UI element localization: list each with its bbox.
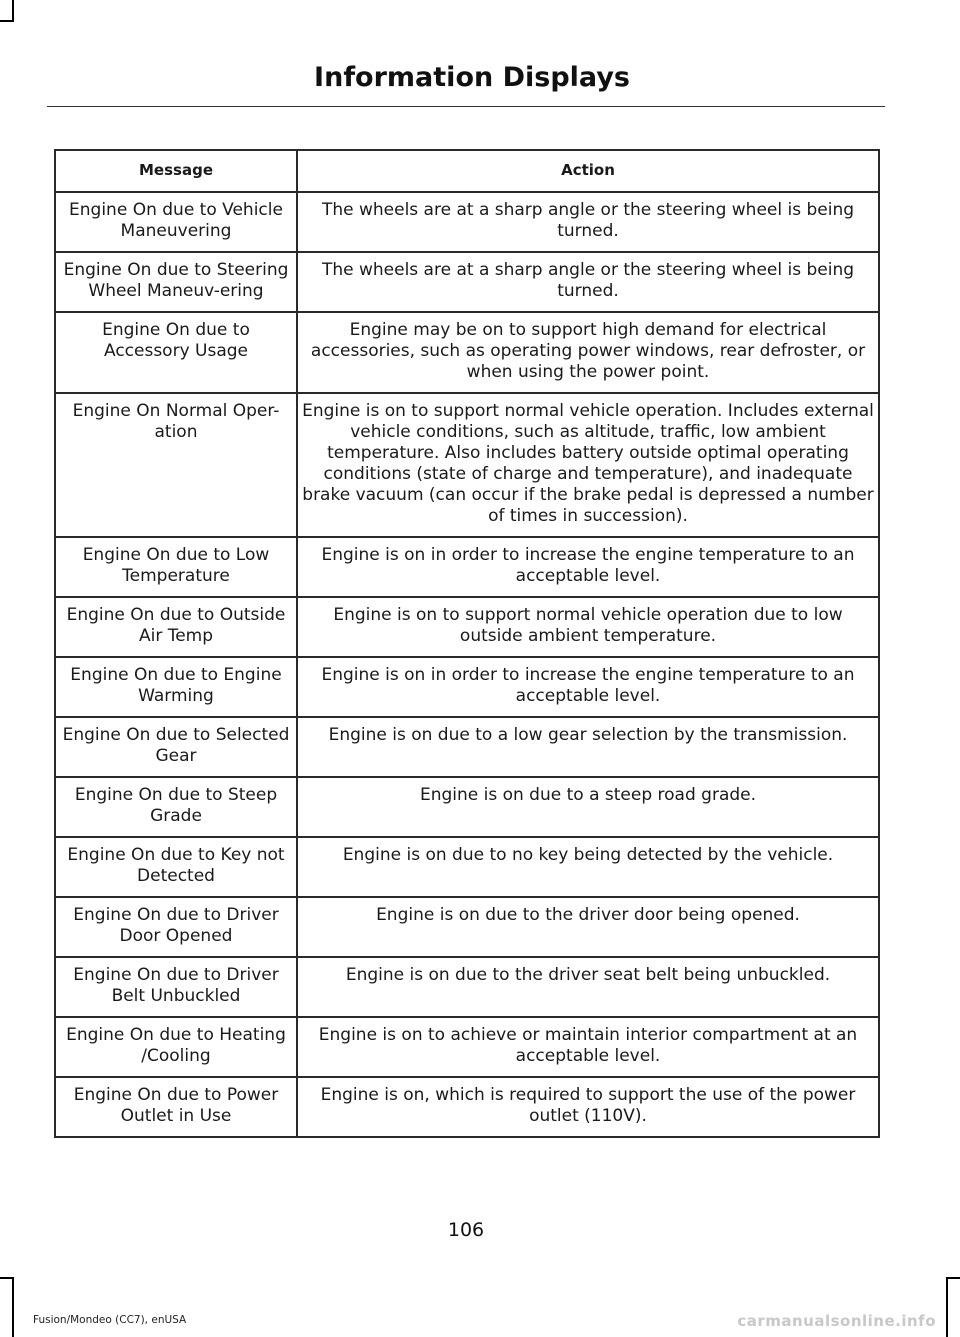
action-cell: Engine is on to support normal vehicle operation. Includes external vehicle conditions, such as altitude, traffic, low ambient temperature. Also includes battery outside optimal operating conditions (state of charge and temperature), and inadequate brake vacuum (can occur if the brake pedal is depressed a number of times in succession). — [297, 393, 879, 537]
message-cell: Engine On due to Selected Gear — [55, 717, 297, 777]
table-row — [55, 717, 879, 777]
message-cell: Engine On due to Key not Detected — [55, 837, 297, 897]
crop-mark — [946, 1277, 960, 1279]
action-cell: The wheels are at a sharp angle or the steering wheel is being turned. — [297, 252, 879, 312]
message-cell: Engine On due to Steering Wheel Maneuv-ering — [55, 252, 297, 312]
crop-mark — [12, 0, 14, 20]
header-divider — [47, 106, 885, 107]
message-cell: Engine On due to Vehicle Maneuvering — [55, 192, 297, 252]
table-row — [55, 837, 879, 897]
page-title: Information Displays — [314, 62, 630, 93]
action-cell: Engine is on, which is required to support the use of the power outlet (110V). — [297, 1077, 879, 1137]
crop-mark — [946, 1277, 948, 1337]
page-number: 106 — [447, 1219, 485, 1241]
column-header-action: Action — [297, 150, 879, 192]
action-cell: Engine is on to achieve or maintain interior compartment at an acceptable level. — [297, 1017, 879, 1077]
action-cell: Engine is on to support normal vehicle operation due to low outside ambient temperature. — [297, 597, 879, 657]
action-cell: Engine is on due to the driver seat belt being unbuckled. — [297, 957, 879, 1017]
action-cell: Engine is on due to the driver door being opened. — [297, 897, 879, 957]
message-cell: Engine On due to Low Temperature — [55, 537, 297, 597]
action-cell: Engine is on due to a low gear selection by the transmission. — [297, 717, 879, 777]
watermark: carmanualsonline.info — [737, 1312, 936, 1330]
table-row — [55, 897, 879, 957]
document-id: Fusion/Mondeo (CC7), enUSA — [33, 1314, 187, 1326]
action-cell: Engine may be on to support high demand for electrical accessories, such as operating power windows, rear defroster, or when using the power point. — [297, 312, 879, 393]
table-row — [55, 537, 879, 597]
action-cell: Engine is on due to a steep road grade. — [297, 777, 879, 837]
action-cell: The wheels are at a sharp angle or the steering wheel is being turned. — [297, 192, 879, 252]
table-row — [55, 393, 879, 537]
message-cell: Engine On Normal Oper-ation — [55, 393, 297, 537]
message-cell: Engine On due to Accessory Usage — [55, 312, 297, 393]
action-cell: Engine is on in order to increase the engine temperature to an acceptable level. — [297, 657, 879, 717]
table-row — [55, 597, 879, 657]
crop-mark — [0, 20, 14, 22]
table-row — [55, 1077, 879, 1137]
action-cell: Engine is on due to no key being detected by the vehicle. — [297, 837, 879, 897]
message-cell: Engine On due to Outside Air Temp — [55, 597, 297, 657]
table-row — [55, 192, 879, 252]
message-cell: Engine On due to Driver Door Opened — [55, 897, 297, 957]
message-cell: Engine On due to Steep Grade — [55, 777, 297, 837]
message-cell: Engine On due to Heating /Cooling — [55, 1017, 297, 1077]
action-cell: Engine is on in order to increase the engine temperature to an acceptable level. — [297, 537, 879, 597]
message-cell: Engine On due to Driver Belt Unbuckled — [55, 957, 297, 1017]
message-cell: Engine On due to Engine Warming — [55, 657, 297, 717]
table-row — [55, 957, 879, 1017]
message-cell: Engine On due to Power Outlet in Use — [55, 1077, 297, 1137]
table-row — [55, 252, 879, 312]
table-header-row — [55, 150, 879, 192]
column-header-message: Message — [55, 150, 297, 192]
table-row — [55, 1017, 879, 1077]
table-row — [55, 657, 879, 717]
table-row — [55, 312, 879, 393]
table-row — [55, 777, 879, 837]
message-table — [54, 149, 880, 1138]
crop-mark — [12, 1277, 14, 1337]
crop-mark — [0, 1277, 14, 1279]
